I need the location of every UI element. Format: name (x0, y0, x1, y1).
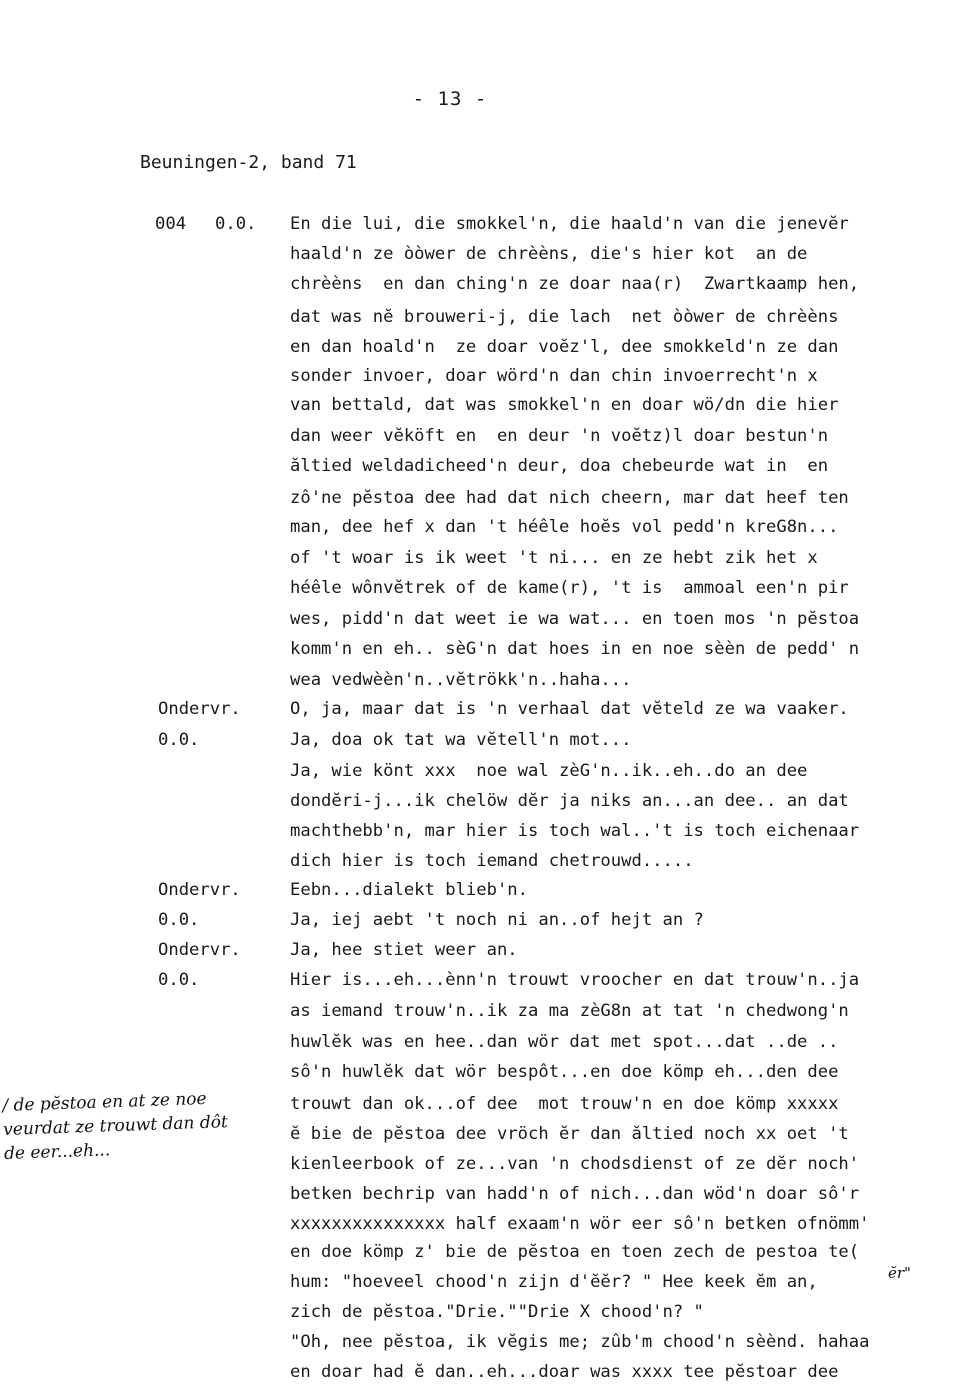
speaker-label: 0.0. (215, 214, 257, 234)
transcript-line (0, 605, 973, 633)
transcript-line (0, 513, 973, 541)
transcript-text: sonder invoer, doar wörd'n dan chin invoerrecht'n x (290, 366, 818, 386)
transcript-line (0, 391, 973, 419)
transcript-line (0, 997, 973, 1025)
transcript-line (0, 240, 973, 268)
transcript-line (0, 1180, 973, 1208)
transcript-text: van bettald, dat was smokkel'n en doar wö/dn die hier (290, 395, 839, 415)
transcript-line (0, 1268, 973, 1296)
transcript-line (0, 544, 973, 572)
document-header: Beuningen-2, band 71 (140, 152, 357, 173)
tape-counter: 004 (155, 214, 187, 234)
transcript-text: héêle wônvĕtrek of de kame(r), 't is ammoal een'n pir (290, 578, 849, 598)
transcript-text: huwlĕk was en hee..dan wör dat met spot...dat ..de .. (290, 1032, 839, 1052)
transcript-line (0, 210, 973, 238)
transcript-line (0, 1328, 973, 1356)
transcript-line (0, 303, 973, 331)
transcript-line (0, 936, 973, 964)
transcript-text: Ja, wie könt xxx noe wal zèG'n..ik..eh..do an dee (290, 761, 808, 781)
transcript-line (0, 695, 973, 723)
transcript-text: ĕ bie de pĕstoa dee vröch ĕr dan ăltied noch xx oet 't (290, 1124, 849, 1144)
transcript-text: betken bechrip van hadd'n of nich...dan wöd'n doar sô'r (290, 1184, 860, 1204)
transcript-line (0, 422, 973, 450)
transcript-line (0, 333, 973, 361)
transcript-line (0, 1298, 973, 1326)
transcript-line (0, 1358, 973, 1386)
transcript-text: O, ja, maar dat is 'n verhaal dat vĕteld ze wa vaaker. (290, 699, 849, 719)
transcript-line (0, 906, 973, 934)
transcript-text: wes, pidd'n dat weet ie wa wat... en toen mos 'n pĕstoa (290, 609, 860, 629)
transcript-text: "Oh, nee pĕstoa, ik vĕgis me; zûb'm chood'n sèènd. hahaa (290, 1332, 870, 1352)
transcript-text: komm'n en eh.. sèG'n dat hoes in en noe sèèn de pedd' n (290, 639, 860, 659)
transcript-text: en doe kömp z' bie de pĕstoa en toen zech de pestoa te( (290, 1242, 860, 1262)
speaker-label: 0.0. (158, 970, 200, 990)
transcript-line (0, 484, 973, 512)
transcript-text: en dan hoald'n ze doar voĕz'l, dee smokkeld'n ze dan (290, 337, 839, 357)
handwritten-interlinear-note: ĕr" (888, 1264, 911, 1282)
transcript-line (0, 1028, 973, 1056)
transcript-line (0, 817, 973, 845)
transcript-text: Ja, hee stiet weer an. (290, 940, 518, 960)
transcript-line (0, 876, 973, 904)
transcript-line (0, 1238, 973, 1266)
transcript-line (0, 847, 973, 875)
transcript-text: hum: "hoeveel chood'n zijn d'ĕĕr? " Hee keek ĕm an, (290, 1272, 818, 1292)
transcript-text: zô'ne pĕstoa dee had dat nich cheern, mar dat heef ten (290, 488, 849, 508)
transcript-text: dich hier is toch iemand chetrouwd..... (290, 851, 694, 871)
transcript-text: dondĕri-j...ik chelöw dĕr ja niks an...an dee.. an dat (290, 791, 849, 811)
transcript-line (0, 666, 973, 694)
transcript-text: sô'n huwlĕk dat wör bespôt...en doe kömp eh...den dee (290, 1062, 839, 1082)
speaker-label: Ondervr. (158, 880, 241, 900)
transcript-text: Eebn...dialekt blieb'n. (290, 880, 528, 900)
transcript-text: trouwt dan ok...of dee mot trouw'n en doe kömp xxxxx (290, 1094, 839, 1114)
transcript-line (0, 362, 973, 390)
speaker-label: Ondervr. (158, 699, 241, 719)
transcript-text: ăltied weldadicheed'n deur, doa chebeurde wat in en (290, 456, 829, 476)
transcript-line (0, 726, 973, 754)
transcript-text: dan weer vĕköft en en deur 'n voĕtz)l doar bestun'n (290, 426, 829, 446)
transcript-line (0, 757, 973, 785)
transcript-text: chrèèns en dan ching'n ze doar naa(r) Zwartkaamp hen, (290, 274, 860, 294)
transcript-line (0, 452, 973, 480)
margin-note-line: de eer...eh... (3, 1140, 111, 1164)
speaker-label: 0.0. (158, 730, 200, 750)
transcript-line (0, 787, 973, 815)
transcript-text: haald'n ze òòwer de chrèèns, die's hier kot an de (290, 244, 808, 264)
transcript-text: kienleerbook of ze...van 'n chodsdienst of ze dĕr noch' (290, 1154, 860, 1174)
transcript-text: wea vedwèèn'n..vĕtrökk'n..haha... (290, 670, 632, 690)
transcript-text: en doar had ĕ dan..eh...doar was xxxx tee pĕstoar dee (290, 1362, 839, 1382)
speaker-label: Ondervr. (158, 940, 241, 960)
transcript-line (0, 635, 973, 663)
transcript-text: xxxxxxxxxxxxxxx half exaam'n wör eer sô'n betken ofnömm' (290, 1214, 870, 1234)
transcript-text: Ja, doa ok tat wa vĕtell'n mot... (290, 730, 632, 750)
transcript-text: Ja, iej aebt 't noch ni an..of hejt an ? (290, 910, 704, 930)
transcript-text: Hier is...eh...ènn'n trouwt vroocher en dat trouw'n..ja (290, 970, 860, 990)
transcript-text: dat was nĕ brouweri-j, die lach net òòwer de chrèèns (290, 307, 839, 327)
page-number: - 13 - (412, 88, 488, 110)
transcript-text: as iemand trouw'n..ik za ma zèG8n at tat 'n chedwong'n (290, 1001, 849, 1021)
transcript-text: En die lui, die smokkel'n, die haald'n van die jenevĕr (290, 214, 849, 234)
transcript-line (0, 574, 973, 602)
margin-note-line: veurdat ze trouwt dan dôt (2, 1112, 229, 1140)
transcript-line (0, 1058, 973, 1086)
speaker-label: 0.0. (158, 910, 200, 930)
margin-note-line: / de pĕstoa en at ze noe (2, 1088, 207, 1116)
transcript-text: machthebb'n, mar hier is toch wal..'t is toch eichenaar (290, 821, 860, 841)
transcript-line (0, 966, 973, 994)
transcript-text: man, dee hef x dan 't héêle hoĕs vol pedd'n kreG8n... (290, 517, 839, 537)
transcript-line (0, 270, 973, 298)
transcript-text: zich de pĕstoa."Drie.""Drie X chood'n? " (290, 1302, 704, 1322)
transcript-line (0, 1210, 973, 1238)
transcript-text: of 't woar is ik weet 't ni... en ze hebt zik het x (290, 548, 818, 568)
handwritten-margin-note (2, 1084, 289, 1166)
